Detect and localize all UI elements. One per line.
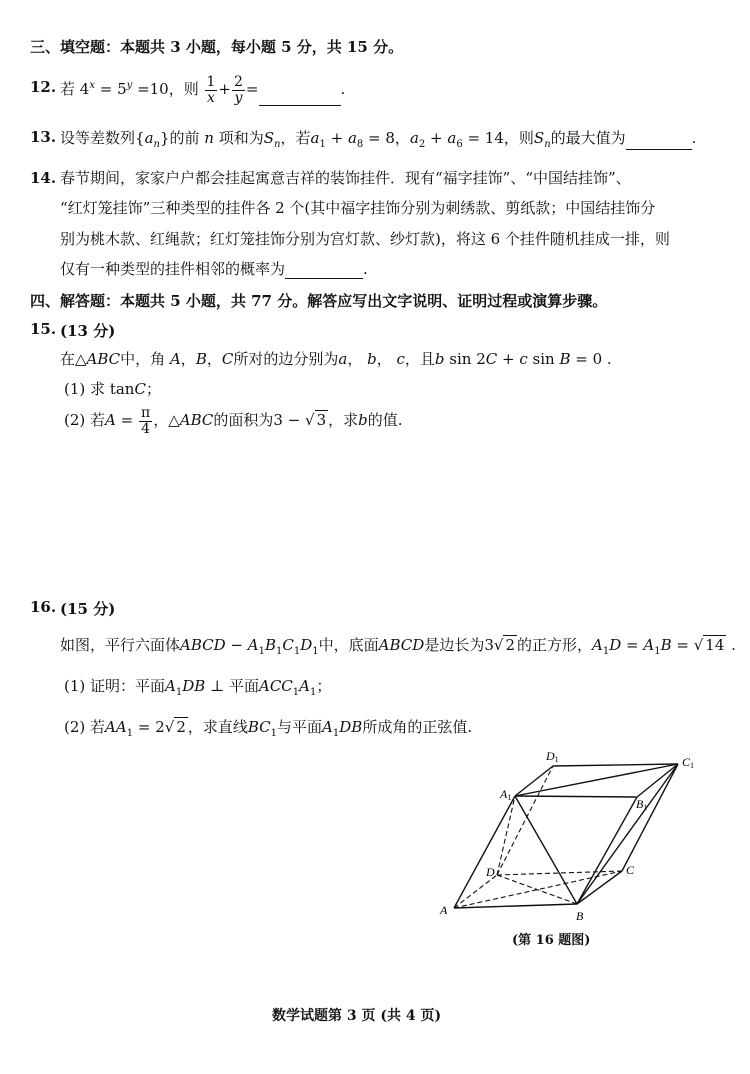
figure-caption: (第 16 题图) bbox=[512, 933, 591, 948]
q13-number: 13. bbox=[30, 128, 57, 146]
section-4-header: 四、解答题：本题共 5 小题，共 77 分。解答应写出文字说明、证明过程或演算步骤。 bbox=[30, 292, 608, 310]
q14-line-1: 春节期间，家家户户都会挂起寓意吉祥的装饰挂件．现有“福字挂饰”、“中国结挂饰”、 bbox=[60, 169, 631, 187]
q12-fraction-1: $\frac{1}{x}$ bbox=[206, 73, 216, 106]
q12-answer-blank[interactable] bbox=[259, 91, 341, 106]
q15-score: (13 分) bbox=[60, 322, 116, 340]
edge-a1-c1 bbox=[515, 764, 678, 796]
q14-answer-blank[interactable] bbox=[285, 264, 363, 279]
label-d1: D1 bbox=[546, 749, 559, 764]
label-a1: A1 bbox=[500, 787, 512, 802]
label-b1: B1 bbox=[636, 797, 648, 812]
edge-a-d bbox=[454, 875, 497, 908]
label-b: B bbox=[576, 909, 584, 923]
edge-a-b bbox=[454, 904, 577, 908]
q15-stem: 在△ABC中，角 A，B，C所对的边分别为a， b， c，且b sin 2C + c sin B = 0 . bbox=[60, 350, 612, 368]
edge-a-a1 bbox=[454, 796, 515, 908]
q12-number: 12. bbox=[30, 78, 57, 96]
q13-text: 设等差数列$\{a_n\}$的前 n 项和为$S_n$，若$a_1 + a_8 = 8$，$a_2 + a_6 = 14$，则$S_n$的最大值为 . bbox=[60, 129, 697, 150]
edge-a1-b1 bbox=[515, 796, 637, 797]
segment-a1-b bbox=[515, 796, 577, 904]
edge-a1-d1 bbox=[515, 766, 553, 796]
q14-line-4: 仅有一种类型的挂件相邻的概率为 . bbox=[60, 260, 368, 278]
q15-part-1: (1) 求 tanC； bbox=[64, 380, 161, 398]
q12-tail: = bbox=[245, 80, 259, 98]
q16-number: 16. bbox=[30, 598, 57, 616]
q16-score: (15 分) bbox=[60, 600, 116, 618]
label-c: C bbox=[626, 863, 635, 877]
q16-part-2: (2) 若$AA_1 = 2√$ 2 ，求直线$BC_1$与平面$A_1DB$所成角的正弦值. bbox=[64, 718, 473, 739]
q12-pre: 若 bbox=[60, 80, 76, 98]
q16-part-1: (1) 证明：平面$A_1DB$ ⊥ 平面$ACC_1A_1$； bbox=[64, 677, 332, 698]
q13-answer-blank[interactable] bbox=[626, 135, 692, 150]
q16-stem: 如图，平行六面体ABCD − $A_1B_1C_1D_1$中，底面ABCD是边长为3√ 2 的正方形，$A_1D = A_1B$ = √ 14 . bbox=[60, 636, 736, 657]
segment-d-a1 bbox=[497, 796, 515, 875]
section-3-header: 三、填空题：本题共 3 小题，每小题 5 分，共 15 分。 bbox=[30, 38, 404, 56]
edge-d-d1 bbox=[497, 766, 553, 875]
q12-fraction-2: $\frac{2}{y}$ bbox=[234, 73, 243, 106]
q12-text: 若 $4^x = 5^y =10$，则 $\frac{1}{x}$ + $\frac{2}{y}$ = . bbox=[60, 73, 346, 106]
q15-part-2: (2) 若A = $\frac{\pi}{4}$ ，△ABC的面积为3 − √ 3 ，求b的值. bbox=[64, 404, 403, 437]
q12-end: . bbox=[340, 80, 346, 98]
label-a: A bbox=[440, 903, 448, 917]
label-c1: C1 bbox=[682, 755, 695, 770]
edge-c-c1 bbox=[622, 764, 678, 871]
q14-line-2: “红灯笼挂饰”三种类型的挂件各 2 个(其中福字挂饰分别为刺绣款、剪纸款；中国结挂饰分 bbox=[60, 199, 656, 217]
edge-b-b1 bbox=[577, 797, 637, 904]
segment-b-c1 bbox=[577, 764, 678, 904]
q14-number: 14. bbox=[30, 169, 57, 187]
parallelepiped-figure bbox=[430, 748, 710, 928]
page-footer: 数学试题第 3 页 (共 4 页) bbox=[272, 1008, 442, 1024]
q12-eq: =10，则 bbox=[137, 80, 199, 98]
q14-line-3: 别为桃木款、红绳款；红灯笼挂饰分别为宫灯款、纱灯款)，将这 6 个挂件随机挂成一排，则 bbox=[60, 230, 670, 248]
label-d: D bbox=[486, 865, 495, 879]
q15-number: 15. bbox=[30, 320, 57, 338]
edge-d1-c1 bbox=[553, 764, 678, 766]
segment-d-b bbox=[497, 875, 577, 904]
